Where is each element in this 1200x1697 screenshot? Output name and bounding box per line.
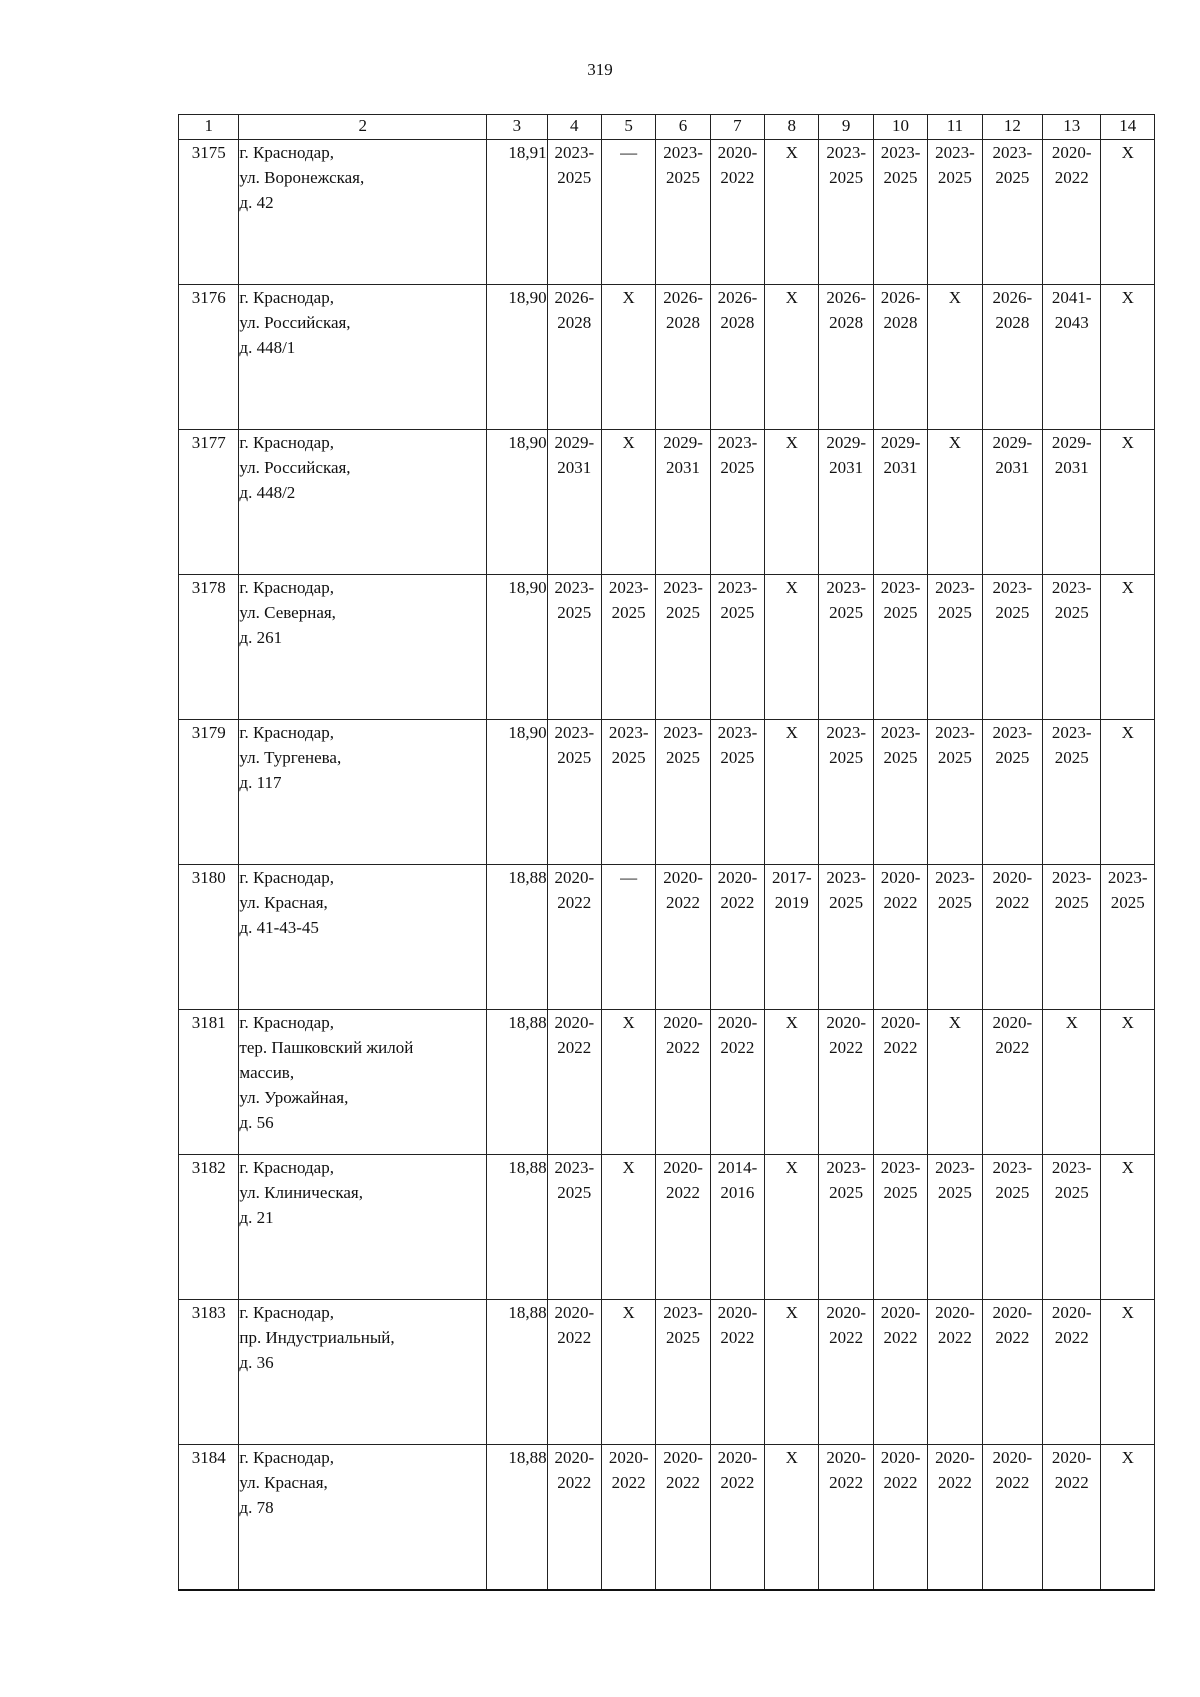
value-cell: Х <box>765 1445 819 1590</box>
value-cell: 2020- 2022 <box>710 865 764 1010</box>
value-cell: 2017- 2019 <box>765 865 819 1010</box>
value-cell: 2020- 2022 <box>656 1445 710 1590</box>
value-cell: 2023- 2025 <box>873 575 927 720</box>
value-cell: 2020- 2022 <box>873 865 927 1010</box>
row-number-cell: 3178 <box>179 575 239 720</box>
value-cell: Х <box>1101 430 1155 575</box>
value-cell: Х <box>1043 1010 1101 1155</box>
address-cell: г. Краснодар, пр. Индустриальный, д. 36 <box>239 1300 487 1445</box>
table-row <box>179 720 1155 865</box>
row-number-cell: 3184 <box>179 1445 239 1590</box>
value-cell: Х <box>765 1300 819 1445</box>
value-cell: 2020- 2022 <box>547 1445 601 1590</box>
value-cell: 2020- 2022 <box>982 1445 1042 1590</box>
value-cell: 2026- 2028 <box>547 285 601 430</box>
value-cell: Х <box>1101 720 1155 865</box>
registry-table <box>178 114 1155 1591</box>
row-number-cell: 3180 <box>179 865 239 1010</box>
value-cell: Х <box>1101 140 1155 285</box>
column-header: 8 <box>765 115 819 140</box>
address-cell: г. Краснодар, ул. Северная, д. 261 <box>239 575 487 720</box>
row-number-cell: 3181 <box>179 1010 239 1155</box>
value-cell: Х <box>1101 285 1155 430</box>
column-header: 7 <box>710 115 764 140</box>
value-cell: 2023- 2025 <box>819 1155 873 1300</box>
address-cell: г. Краснодар, тер. Пашковский жилой массив, ул. Урожайная, д. 56 <box>239 1010 487 1155</box>
value-cell: Х <box>601 1300 655 1445</box>
value-cell: 2023- 2025 <box>819 865 873 1010</box>
column-header: 13 <box>1043 115 1101 140</box>
value-cell: — <box>601 865 655 1010</box>
value-cell: 2020- 2022 <box>710 1445 764 1590</box>
value-cell: 2020- 2022 <box>819 1445 873 1590</box>
value-cell: 2023- 2025 <box>928 865 982 1010</box>
value-cell: 2023- 2025 <box>1043 1155 1101 1300</box>
value-cell: 2023- 2025 <box>873 720 927 865</box>
value-cell: 2020- 2022 <box>982 1300 1042 1445</box>
value-cell: 2029- 2031 <box>873 430 927 575</box>
value-cell: 2020- 2022 <box>982 1010 1042 1155</box>
value-cell: 2023- 2025 <box>873 140 927 285</box>
value-cell: 2023- 2025 <box>982 1155 1042 1300</box>
value-cell: Х <box>765 140 819 285</box>
value-cell: 2020- 2022 <box>928 1300 982 1445</box>
value-cell: 2023- 2025 <box>710 430 764 575</box>
value-cell: 2023- 2025 <box>1043 865 1101 1010</box>
value-cell: 2020- 2022 <box>656 1010 710 1155</box>
row-number-cell: 3177 <box>179 430 239 575</box>
row-number-cell: 3176 <box>179 285 239 430</box>
address-cell: г. Краснодар, ул. Российская, д. 448/1 <box>239 285 487 430</box>
value-cell: 2023- 2025 <box>710 575 764 720</box>
area-cell: 18,90 <box>487 575 547 720</box>
value-cell: 2023- 2025 <box>601 720 655 865</box>
value-cell: 2023- 2025 <box>982 575 1042 720</box>
address-cell: г. Краснодар, ул. Российская, д. 448/2 <box>239 430 487 575</box>
value-cell: 2023- 2025 <box>928 575 982 720</box>
area-cell: 18,90 <box>487 720 547 865</box>
value-cell: 2023- 2025 <box>547 1155 601 1300</box>
table-row <box>179 285 1155 430</box>
column-header: 14 <box>1101 115 1155 140</box>
value-cell: 2020- 2022 <box>710 140 764 285</box>
column-header: 1 <box>179 115 239 140</box>
value-cell: Х <box>1101 1300 1155 1445</box>
table-body <box>179 140 1155 1590</box>
row-number-cell: 3182 <box>179 1155 239 1300</box>
value-cell: 2023- 2025 <box>547 575 601 720</box>
value-cell: Х <box>765 575 819 720</box>
value-cell: 2023- 2025 <box>710 720 764 865</box>
value-cell: 2023- 2025 <box>1043 720 1101 865</box>
value-cell: 2029- 2031 <box>547 430 601 575</box>
value-cell: 2023- 2025 <box>928 720 982 865</box>
value-cell: 2020- 2022 <box>710 1010 764 1155</box>
column-header: 5 <box>601 115 655 140</box>
value-cell: 2023- 2025 <box>928 140 982 285</box>
address-cell: г. Краснодар, ул. Красная, д. 78 <box>239 1445 487 1590</box>
table-row <box>179 1010 1155 1155</box>
value-cell: 2023- 2025 <box>873 1155 927 1300</box>
value-cell: 2029- 2031 <box>1043 430 1101 575</box>
table-row <box>179 140 1155 285</box>
column-header: 11 <box>928 115 982 140</box>
value-cell: 2023- 2025 <box>982 720 1042 865</box>
value-cell: 2029- 2031 <box>819 430 873 575</box>
value-cell: 2020- 2022 <box>873 1010 927 1155</box>
value-cell: 2041- 2043 <box>1043 285 1101 430</box>
row-number-cell: 3179 <box>179 720 239 865</box>
value-cell: Х <box>765 1010 819 1155</box>
value-cell: 2020- 2022 <box>547 865 601 1010</box>
value-cell: 2020- 2022 <box>656 865 710 1010</box>
value-cell: 2014- 2016 <box>710 1155 764 1300</box>
value-cell: Х <box>928 1010 982 1155</box>
table-row <box>179 1155 1155 1300</box>
column-header: 10 <box>873 115 927 140</box>
value-cell: 2023- 2025 <box>547 140 601 285</box>
value-cell: Х <box>601 1155 655 1300</box>
value-cell: 2023- 2025 <box>928 1155 982 1300</box>
value-cell: Х <box>765 285 819 430</box>
value-cell: 2020- 2022 <box>819 1300 873 1445</box>
area-cell: 18,88 <box>487 1445 547 1590</box>
column-header: 3 <box>487 115 547 140</box>
value-cell: 2029- 2031 <box>982 430 1042 575</box>
area-cell: 18,88 <box>487 865 547 1010</box>
value-cell: 2023- 2025 <box>547 720 601 865</box>
value-cell: 2020- 2022 <box>1043 1445 1101 1590</box>
value-cell: Х <box>928 430 982 575</box>
address-cell: г. Краснодар, ул. Воронежская, д. 42 <box>239 140 487 285</box>
row-number-cell: 3175 <box>179 140 239 285</box>
value-cell: 2023- 2025 <box>1101 865 1155 1010</box>
value-cell: 2026- 2028 <box>982 285 1042 430</box>
address-cell: г. Краснодар, ул. Тургенева, д. 117 <box>239 720 487 865</box>
value-cell: 2020- 2022 <box>710 1300 764 1445</box>
value-cell: Х <box>601 285 655 430</box>
value-cell: Х <box>765 430 819 575</box>
area-cell: 18,88 <box>487 1300 547 1445</box>
value-cell: 2020- 2022 <box>819 1010 873 1155</box>
value-cell: Х <box>765 720 819 865</box>
value-cell: Х <box>1101 575 1155 720</box>
value-cell: Х <box>1101 1445 1155 1590</box>
table-row <box>179 575 1155 720</box>
header-row <box>179 115 1155 140</box>
area-cell: 18,90 <box>487 285 547 430</box>
value-cell: Х <box>601 1010 655 1155</box>
value-cell: 2023- 2025 <box>601 575 655 720</box>
value-cell: 2026- 2028 <box>873 285 927 430</box>
value-cell: 2020- 2022 <box>547 1010 601 1155</box>
column-header: 4 <box>547 115 601 140</box>
value-cell: Х <box>1101 1010 1155 1155</box>
column-header: 2 <box>239 115 487 140</box>
page-number: 319 <box>587 60 613 79</box>
table-row <box>179 865 1155 1010</box>
value-cell: 2023- 2025 <box>656 1300 710 1445</box>
value-cell: 2029- 2031 <box>656 430 710 575</box>
value-cell: 2023- 2025 <box>819 575 873 720</box>
value-cell: 2023- 2025 <box>656 140 710 285</box>
area-cell: 18,90 <box>487 430 547 575</box>
value-cell: 2026- 2028 <box>819 285 873 430</box>
value-cell: 2020- 2022 <box>1043 140 1101 285</box>
value-cell: 2020- 2022 <box>656 1155 710 1300</box>
address-cell: г. Краснодар, ул. Красная, д. 41-43-45 <box>239 865 487 1010</box>
value-cell: — <box>601 140 655 285</box>
column-header: 12 <box>982 115 1042 140</box>
value-cell: 2023- 2025 <box>819 140 873 285</box>
row-number-cell: 3183 <box>179 1300 239 1445</box>
value-cell: 2023- 2025 <box>656 720 710 865</box>
column-header: 9 <box>819 115 873 140</box>
value-cell: 2020- 2022 <box>547 1300 601 1445</box>
value-cell: 2026- 2028 <box>656 285 710 430</box>
table-row <box>179 1445 1155 1590</box>
value-cell: Х <box>1101 1155 1155 1300</box>
table-row <box>179 1300 1155 1445</box>
column-header: 6 <box>656 115 710 140</box>
value-cell: 2020- 2022 <box>928 1445 982 1590</box>
value-cell: 2023- 2025 <box>982 140 1042 285</box>
value-cell: 2020- 2022 <box>873 1445 927 1590</box>
value-cell: Х <box>928 285 982 430</box>
value-cell: 2023- 2025 <box>819 720 873 865</box>
address-cell: г. Краснодар, ул. Клиническая, д. 21 <box>239 1155 487 1300</box>
value-cell: Х <box>601 430 655 575</box>
value-cell: 2020- 2022 <box>1043 1300 1101 1445</box>
area-cell: 18,88 <box>487 1155 547 1300</box>
value-cell: 2023- 2025 <box>656 575 710 720</box>
value-cell: Х <box>765 1155 819 1300</box>
value-cell: 2020- 2022 <box>601 1445 655 1590</box>
value-cell: 2023- 2025 <box>1043 575 1101 720</box>
value-cell: 2026- 2028 <box>710 285 764 430</box>
table-row <box>179 430 1155 575</box>
area-cell: 18,91 <box>487 140 547 285</box>
value-cell: 2020- 2022 <box>873 1300 927 1445</box>
area-cell: 18,88 <box>487 1010 547 1155</box>
value-cell: 2020- 2022 <box>982 865 1042 1010</box>
